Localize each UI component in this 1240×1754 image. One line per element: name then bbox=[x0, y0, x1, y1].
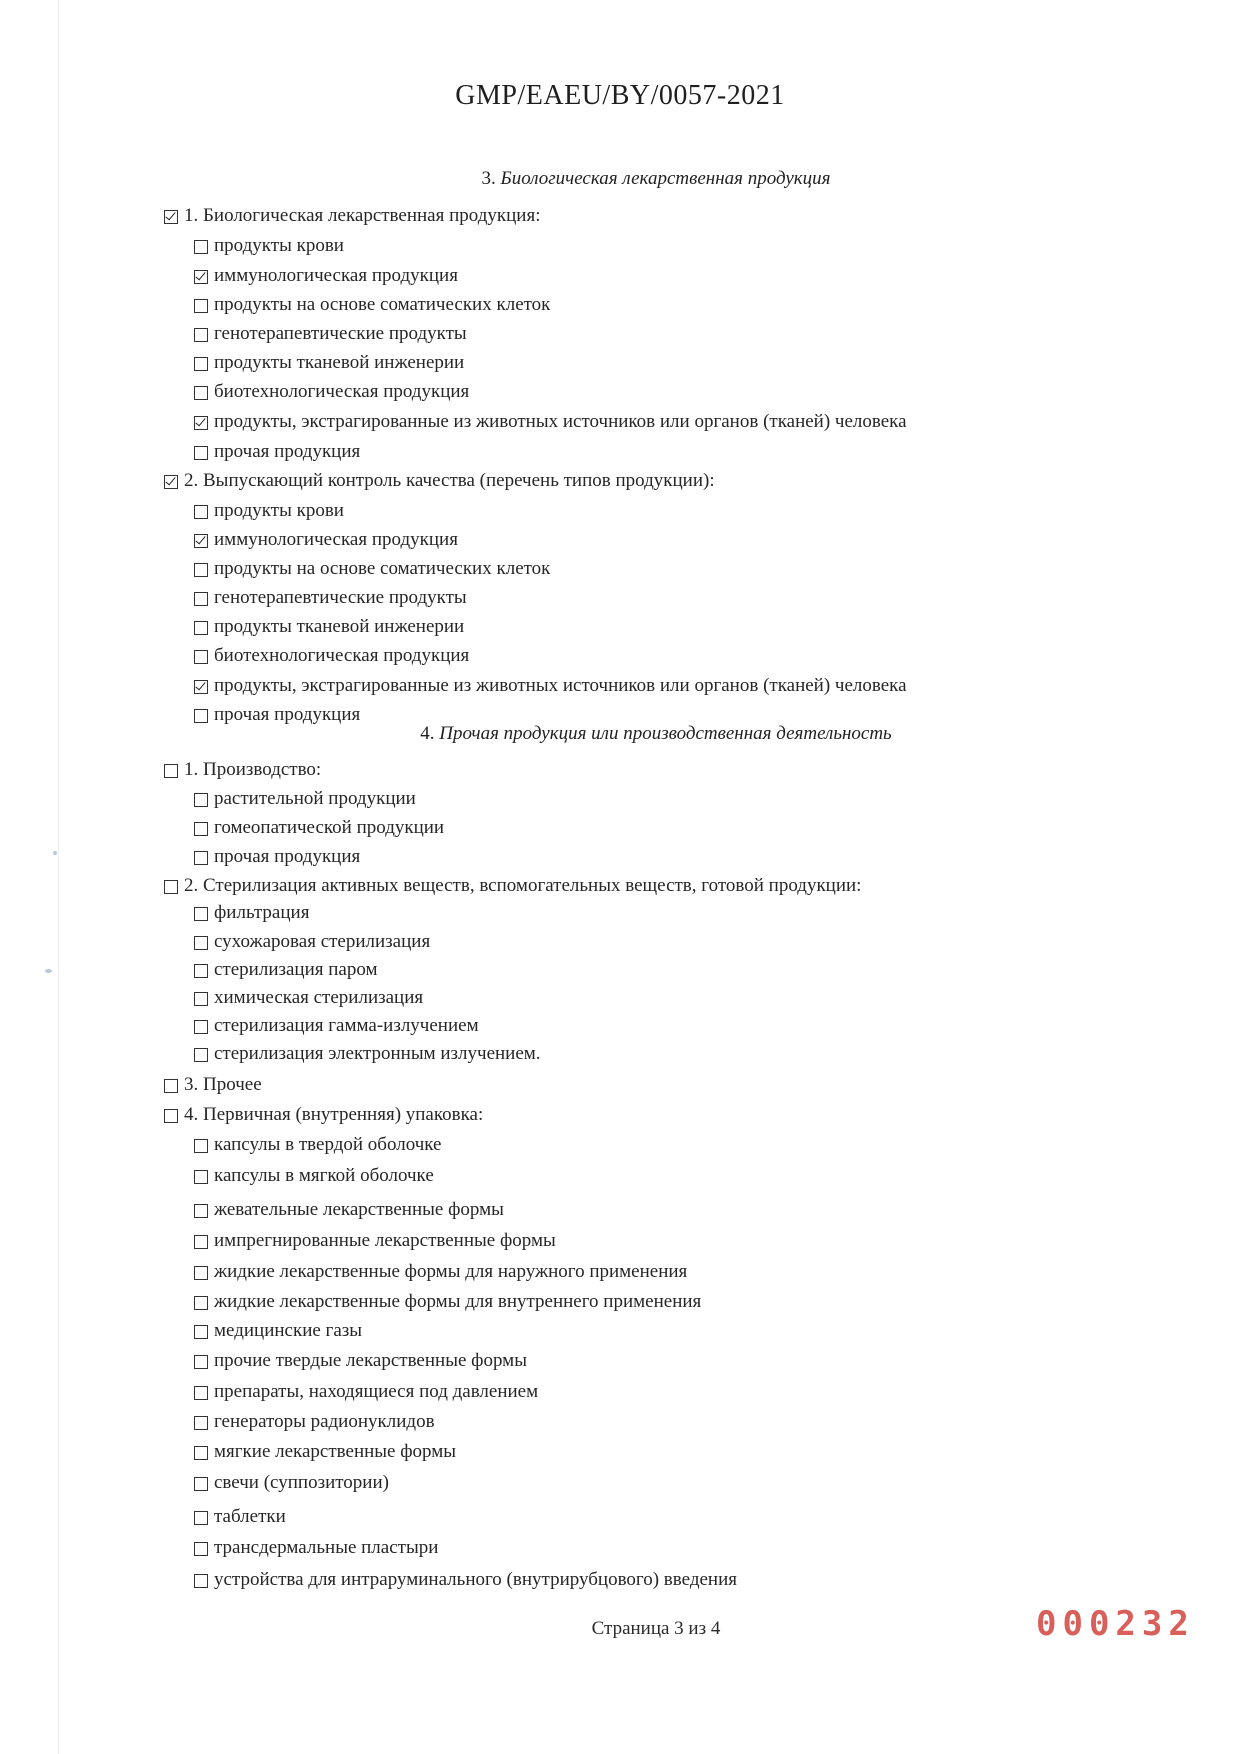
section4-item2 bbox=[164, 875, 861, 897]
item-label: 2. Стерилизация активных веществ, вспомогательных веществ, готовой продукции: bbox=[184, 875, 862, 896]
section4-item4-option bbox=[194, 1506, 286, 1528]
checkbox-checked-icon bbox=[164, 475, 178, 489]
item-label: прочая продукция bbox=[214, 704, 361, 725]
checkbox-empty-icon bbox=[194, 240, 208, 254]
checkbox-empty-icon bbox=[194, 328, 208, 342]
item-label: 3. Прочее bbox=[184, 1074, 262, 1095]
checkbox-empty-icon bbox=[194, 650, 208, 664]
item-label: прочие твердые лекарственные формы bbox=[214, 1350, 527, 1371]
section-heading-3 bbox=[0, 168, 1240, 190]
section4-item4-option bbox=[194, 1165, 434, 1187]
section4-item4-option bbox=[194, 1381, 538, 1403]
item-label: биотехнологическая продукция bbox=[214, 645, 470, 666]
checkbox-empty-icon bbox=[194, 1446, 208, 1460]
serial-number-stamp: 000232 bbox=[1036, 1604, 1195, 1644]
checkbox-empty-icon bbox=[194, 386, 208, 400]
section4-item1-option bbox=[194, 788, 416, 810]
checkbox-empty-icon bbox=[164, 1109, 178, 1123]
section4-item4-option bbox=[194, 1199, 504, 1221]
section4-item2-option bbox=[194, 1015, 479, 1037]
item-label: 1. Биологическая лекарственная продукция: bbox=[184, 205, 541, 226]
item-label: продукты тканевой инженерии bbox=[214, 352, 465, 373]
checkbox-empty-icon bbox=[194, 907, 208, 921]
section3-item2-option bbox=[194, 616, 464, 638]
checkbox-empty-icon bbox=[194, 1048, 208, 1062]
item-label: 4. Первичная (внутренняя) упаковка: bbox=[184, 1104, 484, 1125]
checkbox-empty-icon bbox=[194, 1296, 208, 1310]
section4-item1-option bbox=[194, 817, 444, 839]
item-label: фильтрация bbox=[214, 902, 310, 923]
section3-item1-option bbox=[194, 294, 550, 316]
checkbox-checked-icon bbox=[164, 210, 178, 224]
item-label: импрегнированные лекарственные формы bbox=[214, 1230, 556, 1251]
item-label: жидкие лекарственные формы для внутреннего применения bbox=[214, 1291, 702, 1312]
section3-item1-option bbox=[194, 265, 458, 287]
checkbox-empty-icon bbox=[194, 1266, 208, 1280]
item-label: продукты крови bbox=[214, 235, 344, 256]
section4-item1-option bbox=[194, 846, 360, 868]
item-label: 1. Производство: bbox=[184, 759, 322, 780]
checkbox-empty-icon bbox=[194, 1542, 208, 1556]
checkbox-empty-icon bbox=[194, 1325, 208, 1339]
certificate-code: GMP/EAEU/BY/0057-2021 bbox=[455, 80, 785, 111]
item-label: стерилизация электронным излучением. bbox=[214, 1043, 541, 1064]
checkbox-empty-icon bbox=[194, 1020, 208, 1034]
checkbox-empty-icon bbox=[194, 1511, 208, 1525]
section4-item4-option bbox=[194, 1569, 737, 1591]
checkbox-empty-icon bbox=[194, 709, 208, 723]
item-label: стерилизация гамма-излучением bbox=[214, 1015, 479, 1036]
item-label: иммунологическая продукция bbox=[214, 529, 458, 550]
checkbox-checked-icon bbox=[194, 534, 208, 548]
item-label: продукты тканевой инженерии bbox=[214, 616, 465, 637]
item-label: гомеопатической продукции bbox=[214, 817, 445, 838]
section4-item3 bbox=[164, 1074, 262, 1096]
section-number: 4. bbox=[420, 723, 435, 744]
item-label: генераторы радионуклидов bbox=[214, 1411, 435, 1432]
item-label: препараты, находящиеся под давлением bbox=[214, 1381, 539, 1402]
checkbox-empty-icon bbox=[194, 1416, 208, 1430]
section4-item4-option bbox=[194, 1320, 362, 1342]
item-label: устройства для интраруминального (внутрирубцового) введения bbox=[214, 1569, 737, 1590]
item-label: прочая продукция bbox=[214, 441, 361, 462]
checkbox-empty-icon bbox=[164, 1079, 178, 1093]
checkbox-empty-icon bbox=[194, 592, 208, 606]
section4-item2-option bbox=[194, 931, 430, 953]
checkbox-empty-icon bbox=[164, 764, 178, 778]
item-label: медицинские газы bbox=[214, 1320, 363, 1341]
checkbox-empty-icon bbox=[194, 446, 208, 460]
checkbox-checked-icon bbox=[194, 416, 208, 430]
item-label: продукты, экстрагированные из животных источников или органов (тканей) человека bbox=[214, 675, 907, 696]
checkbox-empty-icon bbox=[194, 851, 208, 865]
item-label: химическая стерилизация bbox=[214, 987, 424, 1008]
item-label: растительной продукции bbox=[214, 788, 416, 809]
item-label: свечи (суппозитории) bbox=[214, 1472, 389, 1493]
item-label: продукты на основе соматических клеток bbox=[214, 294, 551, 315]
section4-item2-option bbox=[194, 959, 378, 981]
section3-item1-option bbox=[194, 235, 344, 257]
checkbox-empty-icon bbox=[194, 793, 208, 807]
item-label: биотехнологическая продукция bbox=[214, 381, 470, 402]
item-label: продукты на основе соматических клеток bbox=[214, 558, 551, 579]
section4-item2-option bbox=[194, 902, 309, 924]
section4-item2-option bbox=[194, 1043, 541, 1065]
section-title: Биологическая лекарственная продукция bbox=[500, 168, 831, 189]
item-label: генотерапевтические продукты bbox=[214, 323, 467, 344]
section3-item1 bbox=[164, 205, 540, 227]
item-label: прочая продукция bbox=[214, 846, 361, 867]
item-label: жевательные лекарственные формы bbox=[214, 1199, 504, 1220]
checkbox-empty-icon bbox=[194, 1204, 208, 1218]
item-label: трансдермальные пластыри bbox=[214, 1537, 439, 1558]
section4-item4-option bbox=[194, 1537, 438, 1559]
checkbox-empty-icon bbox=[194, 1574, 208, 1588]
section4-item4-option bbox=[194, 1134, 441, 1156]
section-number: 3. bbox=[481, 168, 496, 189]
checkbox-empty-icon bbox=[194, 563, 208, 577]
checkbox-empty-icon bbox=[194, 1139, 208, 1153]
item-label: жидкие лекарственные формы для наружного применения bbox=[214, 1261, 688, 1282]
item-label: мягкие лекарственные формы bbox=[214, 1441, 457, 1462]
checkbox-empty-icon bbox=[194, 992, 208, 1006]
section3-item2-option bbox=[194, 587, 467, 609]
section-title: Прочая продукция или производственная деятельность bbox=[439, 723, 892, 744]
section4-item4-option bbox=[194, 1291, 701, 1313]
scan-speck bbox=[45, 969, 52, 973]
section3-item1-option bbox=[194, 352, 464, 374]
checkbox-empty-icon bbox=[194, 621, 208, 635]
section3-item2-option bbox=[194, 529, 458, 551]
section4-item4-option bbox=[194, 1261, 687, 1283]
item-label: стерилизация паром bbox=[214, 959, 378, 980]
section3-item2-option bbox=[194, 675, 907, 697]
section4-item4-option bbox=[194, 1230, 556, 1252]
checkbox-empty-icon bbox=[194, 505, 208, 519]
scan-speck bbox=[53, 851, 57, 855]
checkbox-empty-icon bbox=[194, 1355, 208, 1369]
section3-item2-option bbox=[194, 558, 550, 580]
section3-item1-option bbox=[194, 381, 469, 403]
checkbox-checked-icon bbox=[194, 270, 208, 284]
section-heading-4 bbox=[0, 723, 1240, 745]
section3-item2-option bbox=[194, 645, 469, 667]
checkbox-empty-icon bbox=[194, 1386, 208, 1400]
checkbox-empty-icon bbox=[194, 1170, 208, 1184]
item-label: капсулы в мягкой оболочке bbox=[214, 1165, 434, 1186]
section4-item1 bbox=[164, 759, 321, 781]
section4-item4-option bbox=[194, 1411, 435, 1433]
item-label: сухожаровая стерилизация bbox=[214, 931, 431, 952]
item-label: продукты крови bbox=[214, 500, 344, 521]
checkbox-empty-icon bbox=[194, 936, 208, 950]
checkbox-empty-icon bbox=[194, 357, 208, 371]
checkbox-empty-icon bbox=[164, 880, 178, 894]
section4-item4-option bbox=[194, 1472, 389, 1494]
item-label: иммунологическая продукция bbox=[214, 265, 458, 286]
item-label: продукты, экстрагированные из животных источников или органов (тканей) человека bbox=[214, 411, 907, 432]
checkbox-empty-icon bbox=[194, 1477, 208, 1491]
section4-item2-option bbox=[194, 987, 423, 1009]
checkbox-empty-icon bbox=[194, 822, 208, 836]
section3-item2-option bbox=[194, 500, 344, 522]
item-label: таблетки bbox=[214, 1506, 286, 1527]
page-number: Страница 3 из 4 bbox=[591, 1618, 721, 1639]
item-label: генотерапевтические продукты bbox=[214, 587, 467, 608]
section3-item1-option bbox=[194, 323, 467, 345]
checkbox-empty-icon bbox=[194, 1235, 208, 1249]
section3-item1-option bbox=[194, 411, 907, 433]
section3-item1-option bbox=[194, 441, 360, 463]
section4-item4-option bbox=[194, 1441, 456, 1463]
checkbox-empty-icon bbox=[194, 299, 208, 313]
section4-item4-option bbox=[194, 1350, 527, 1372]
item-label: 2. Выпускающий контроль качества (перечень типов продукции): bbox=[184, 470, 715, 491]
checkbox-empty-icon bbox=[194, 964, 208, 978]
checkbox-checked-icon bbox=[194, 680, 208, 694]
section3-item2 bbox=[164, 470, 715, 492]
scan-edge bbox=[58, 0, 59, 1754]
section4-item4 bbox=[164, 1104, 483, 1126]
item-label: капсулы в твердой оболочке bbox=[214, 1134, 442, 1155]
